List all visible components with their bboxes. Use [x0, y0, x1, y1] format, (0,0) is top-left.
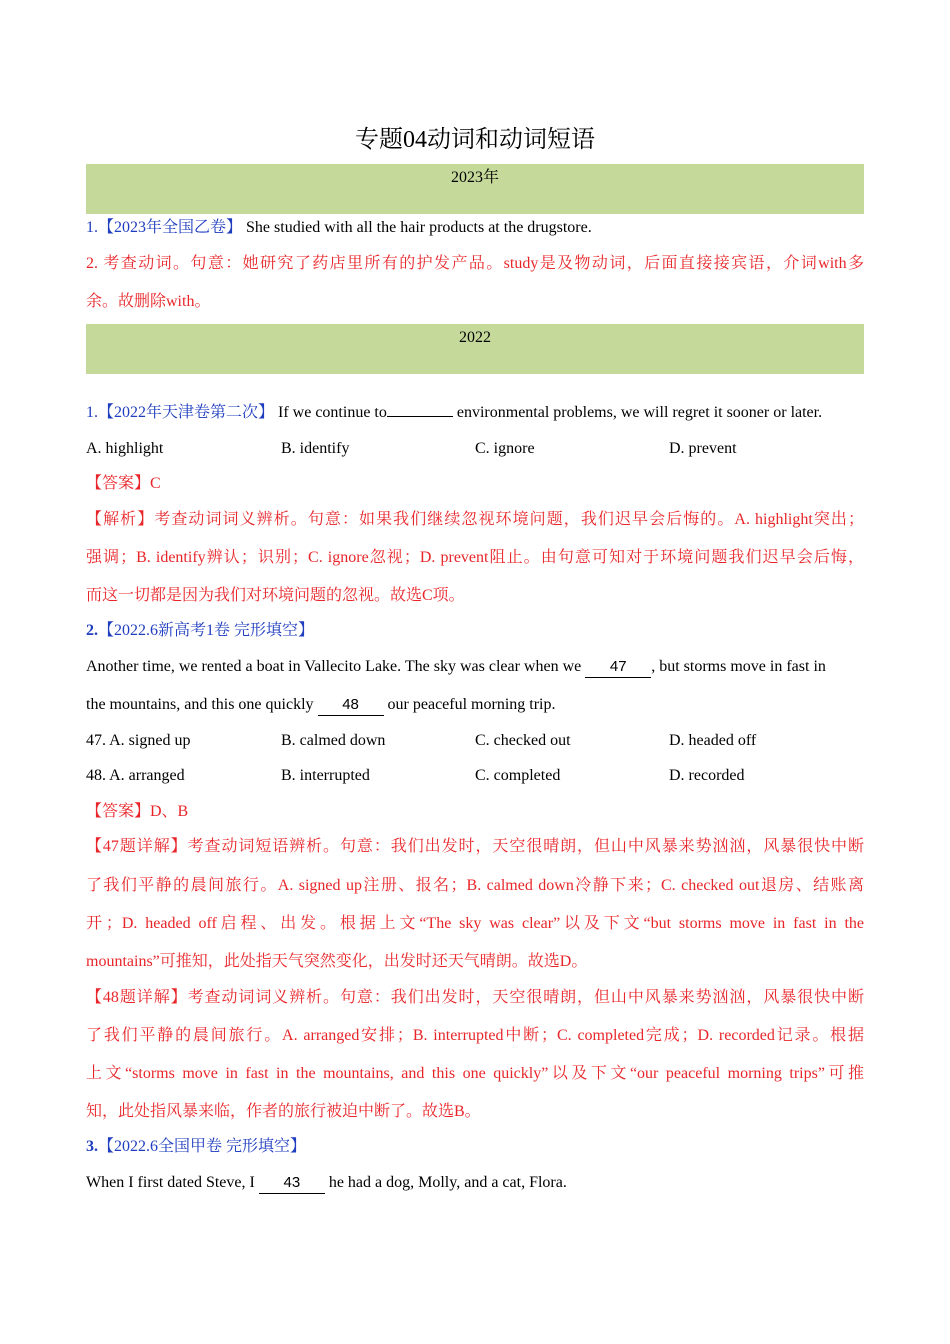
q2022-2-expl48-line-2: 了我们平静的晨间旅行。A. arranged安排；B. interrupted中断；C. completed完成；D. recorded记录。根据: [86, 1027, 864, 1044]
blank-43: 43: [259, 1173, 325, 1194]
q2022-1: [86, 401, 876, 425]
q2022-1-expl-line-3: 而这一切都是因为我们对环境问题的忽视。故选C项。: [86, 587, 465, 604]
q2022-2-expl47-line-1: 【47题详解】考查动词短语辨析。句意：我们出发时，天空很晴朗，但山中风暴来势汹汹，风暴很快中断: [86, 838, 864, 855]
page-title: 专题04动词和动词短语: [355, 127, 595, 153]
option-c: C. checked out: [475, 732, 571, 749]
answer-blank: [387, 402, 453, 417]
question-source-tag: 1.【2022年天津卷第二次】: [86, 404, 275, 421]
passage-text: the mountains, and this one quickly: [86, 696, 318, 713]
option-a: 47. A. signed up: [86, 732, 191, 749]
section-header-2023: 2023年: [86, 164, 864, 214]
question-number: 2.: [86, 622, 98, 639]
q2022-2-answer: 【答案】D、B: [86, 803, 189, 820]
q2022-2-expl48-line-3: 上文“storms move in fast in the mountains, and this one quickly”以及下文“our peaceful morning trips”可推: [86, 1065, 864, 1082]
q2022-3-passage-line-1: [86, 1171, 876, 1195]
q2022-2-expl47-line-2: 了我们平静的晨间旅行。A. signed up注册、报名；B. calmed down冷静下来；C. checked out退房、结账离: [86, 877, 864, 894]
option-a: 48. A. arranged: [86, 767, 185, 784]
option-b: B. identify: [281, 440, 350, 457]
question-source-tag: 【2022.6全国甲卷 完形填空】: [98, 1138, 307, 1155]
q2023-1: [86, 216, 876, 240]
q2022-2-expl47-line-4: mountains”可推知，此处指天气突然变化，出发时还天气晴朗。故选D。: [86, 953, 588, 970]
q2022-1-answer: 【答案】C: [86, 475, 161, 492]
option-c: C. ignore: [475, 440, 535, 457]
q2022-2-passage-line-2: [86, 693, 876, 717]
option-b: B. interrupted: [281, 767, 370, 784]
q2022-2-options-48: [86, 764, 876, 788]
section-header-2022: 2022: [86, 324, 864, 374]
question-text-after: environmental problems, we will regret it sooner or later.: [452, 404, 823, 421]
q2022-2-header: [86, 619, 876, 643]
q2022-1-options: [86, 437, 876, 461]
question-source-tag: 【2022.6新高考1卷 完形填空】: [98, 622, 315, 639]
option-c: C. completed: [475, 767, 561, 784]
option-d: D. headed off: [669, 732, 757, 749]
q2022-2-passage-line-1: [86, 655, 876, 679]
q2022-2-options-47: [86, 729, 876, 753]
question-text-before: If we continue to: [278, 404, 387, 421]
question-text: She studied with all the hair products at the drugstore.: [246, 219, 592, 236]
q2022-2-expl48-line-4: 知，此处指风暴来临，作者的旅行被迫中断了。故选B。: [86, 1103, 481, 1120]
question-number: 3.: [86, 1138, 98, 1155]
option-d: D. recorded: [669, 767, 745, 784]
passage-text: he had a dog, Molly, and a cat, Flora.: [324, 1174, 567, 1191]
passage-text: , but storms move in fast in: [651, 658, 826, 675]
q2022-3-header: [86, 1135, 876, 1159]
option-b: B. calmed down: [281, 732, 386, 749]
passage-text: When I first dated Steve, I: [86, 1174, 259, 1191]
q2022-2-expl48-line-1: 【48题详解】考查动词词义辨析。句意：我们出发时，天空很晴朗，但山中风暴来势汹汹，风暴很快中断: [86, 989, 864, 1006]
q2022-1-expl-line-1: 【解析】考查动词词义辨析。句意：如果我们继续忽视环境问题，我们迟早会后悔的。A. highlight突出；: [86, 511, 864, 528]
q2022-1-expl-line-2: 强调；B. identify辨认；识别；C. ignore忽视；D. prevent阻止。由句意可知对于环境问题我们迟早会后悔，: [86, 549, 864, 566]
blank-47: 47: [585, 657, 651, 678]
question-source-tag: 1.【2023年全国乙卷】: [86, 219, 243, 236]
option-d: D. prevent: [669, 440, 737, 457]
passage-text: Another time, we rented a boat in Vallecito Lake. The sky was clear when we: [86, 658, 586, 675]
q2023-1-answer-line-2: 余。故删除with。: [86, 293, 211, 310]
option-a: A. highlight: [86, 440, 164, 457]
blank-48: 48: [318, 695, 384, 716]
q2023-1-answer-line-1: 2. 考查动词。句意：她研究了药店里所有的护发产品。study是及物动词，后面直接接宾语，介词with多: [86, 255, 864, 272]
q2022-2-expl47-line-3: 开；D. headed off启程、出发。根据上文“The sky was clear”以及下文“but storms move in fast in the: [86, 915, 864, 932]
passage-text: our peaceful morning trip.: [383, 696, 556, 713]
